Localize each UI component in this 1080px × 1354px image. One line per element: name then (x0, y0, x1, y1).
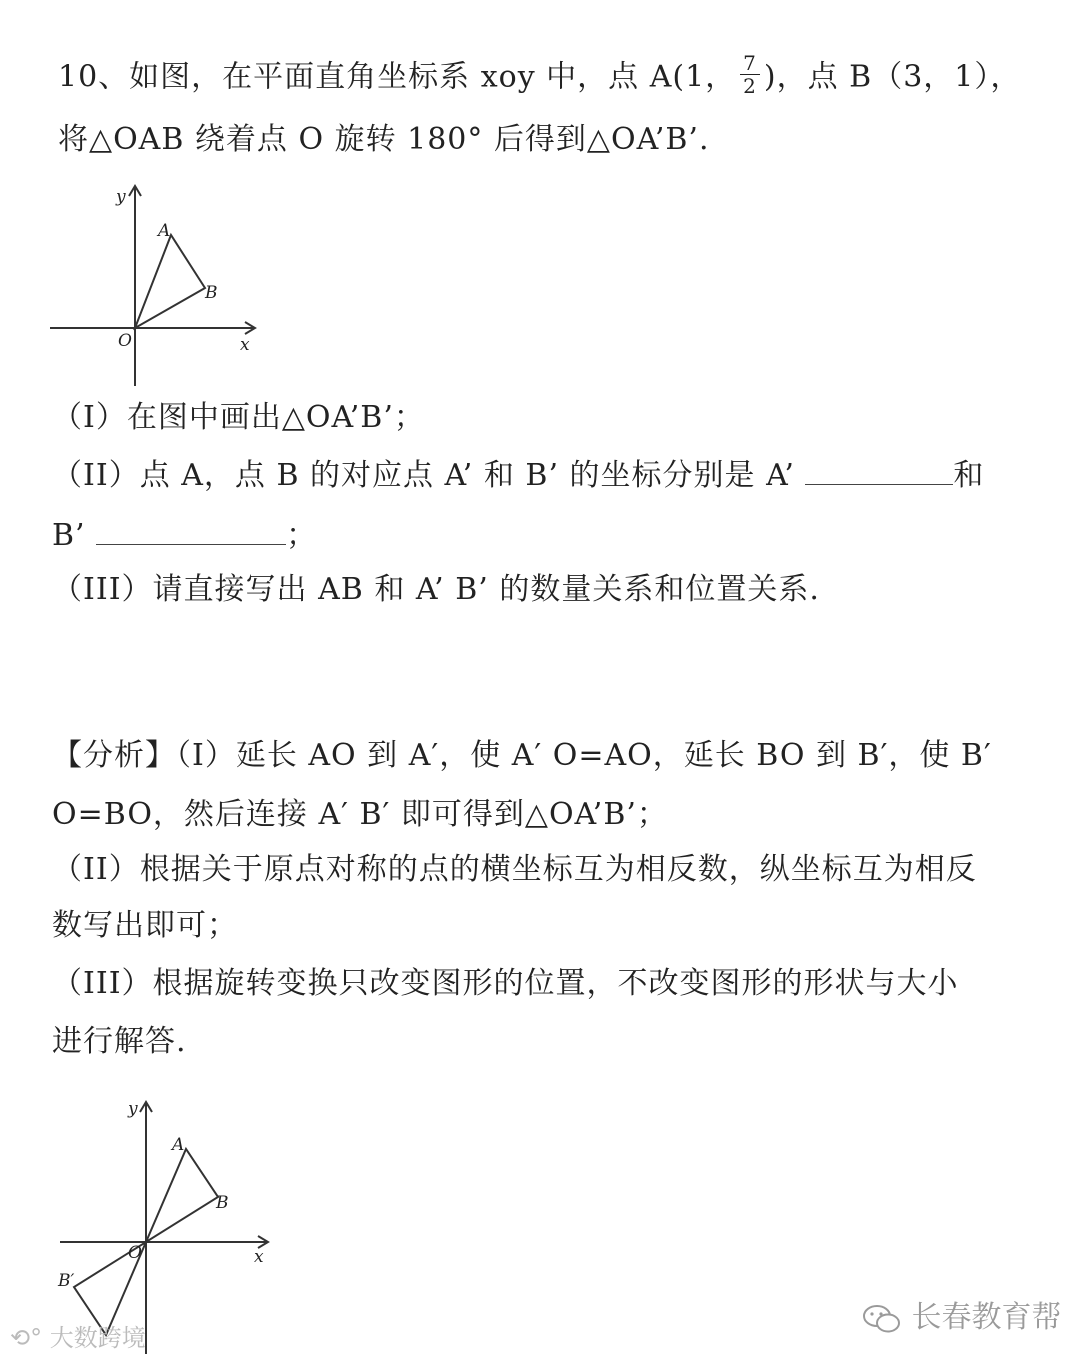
watermark-left (10, 1318, 146, 1353)
fraction-seven-halves (740, 52, 760, 97)
figure-2-label-x: x (254, 1247, 264, 1267)
figure-1-label-y: y (116, 187, 126, 207)
problem-line-2: 将△OAB 绕着点 O 旋转 180° 后得到△OA’B’. (58, 122, 710, 157)
analysis-line-5: （III）根据旋转变换只改变图形的位置，不改变图形的形状与大小 (52, 966, 959, 1001)
question-part-2-continued (52, 516, 317, 556)
answer-blank-b-prime (96, 516, 286, 545)
question-part-2-text: （II）点 A，点 B 的对应点 A’ 和 B’ 的坐标分别是 A’ (52, 458, 795, 493)
question-part-2 (52, 456, 984, 496)
watermark-right (862, 1292, 1062, 1336)
analysis-line-6: 进行解答. (52, 1024, 187, 1059)
analysis-line-3: （II）根据关于原点对称的点的横坐标互为相反数，纵坐标互为相反 (52, 852, 977, 887)
answer-blank-a-prime (805, 456, 953, 485)
fraction-denominator: 2 (743, 74, 757, 98)
question-part-1: （I）在图中画出△OA’B’； (52, 400, 425, 435)
figure-2-label-b: B (216, 1193, 229, 1213)
question-part-2-and: 和 (953, 458, 985, 493)
figure-2-label-y: y (128, 1099, 138, 1119)
figure-2-coordinate-diagram (50, 1092, 310, 1354)
figure-2-label-a: A (172, 1135, 185, 1155)
figure-2-label-o: O (128, 1243, 142, 1263)
problem-line-1 (58, 51, 1022, 101)
figure-1-label-b: B (205, 283, 218, 303)
figure-1-label-x: x (240, 335, 250, 355)
watermark-left-text: 大数跨境 (49, 1324, 146, 1352)
figure-1-label-a: A (158, 221, 171, 241)
watermark-right-text: 长春教育帮 (911, 1300, 1062, 1335)
problem-line-1-prefix: 10、如图，在平面直角坐标系 xoy 中，点 A(1， (58, 59, 737, 95)
wechat-icon (862, 1303, 902, 1335)
triangle-oab (135, 235, 205, 328)
question-part-3: （III）请直接写出 AB 和 A’ B’ 的数量关系和位置关系. (52, 572, 820, 607)
problem-line-1-suffix: )，点 B（3，1）， (763, 59, 1022, 95)
figure-1-coordinate-diagram (40, 178, 280, 398)
analysis-line-1: 【分析】（I）延长 AO 到 A′，使 A′ O=AO，延长 BO 到 B′，使 B′ (52, 738, 992, 773)
figure-1-label-o: O (118, 331, 132, 351)
analysis-line-4: 数写出即可； (52, 908, 238, 943)
figure-2-label-b-prime: B′ (58, 1271, 75, 1291)
question-part-2-b-prefix: B’ (52, 518, 86, 553)
fraction-numerator: 7 (740, 52, 760, 75)
analysis-line-2: O=BO，然后连接 A′ B′ 即可得到△OA’B’； (52, 797, 668, 832)
watermark-left-logo-icon: ⟲° (10, 1324, 43, 1352)
question-part-2-end: ； (286, 518, 318, 553)
triangle-oab (146, 1149, 218, 1242)
